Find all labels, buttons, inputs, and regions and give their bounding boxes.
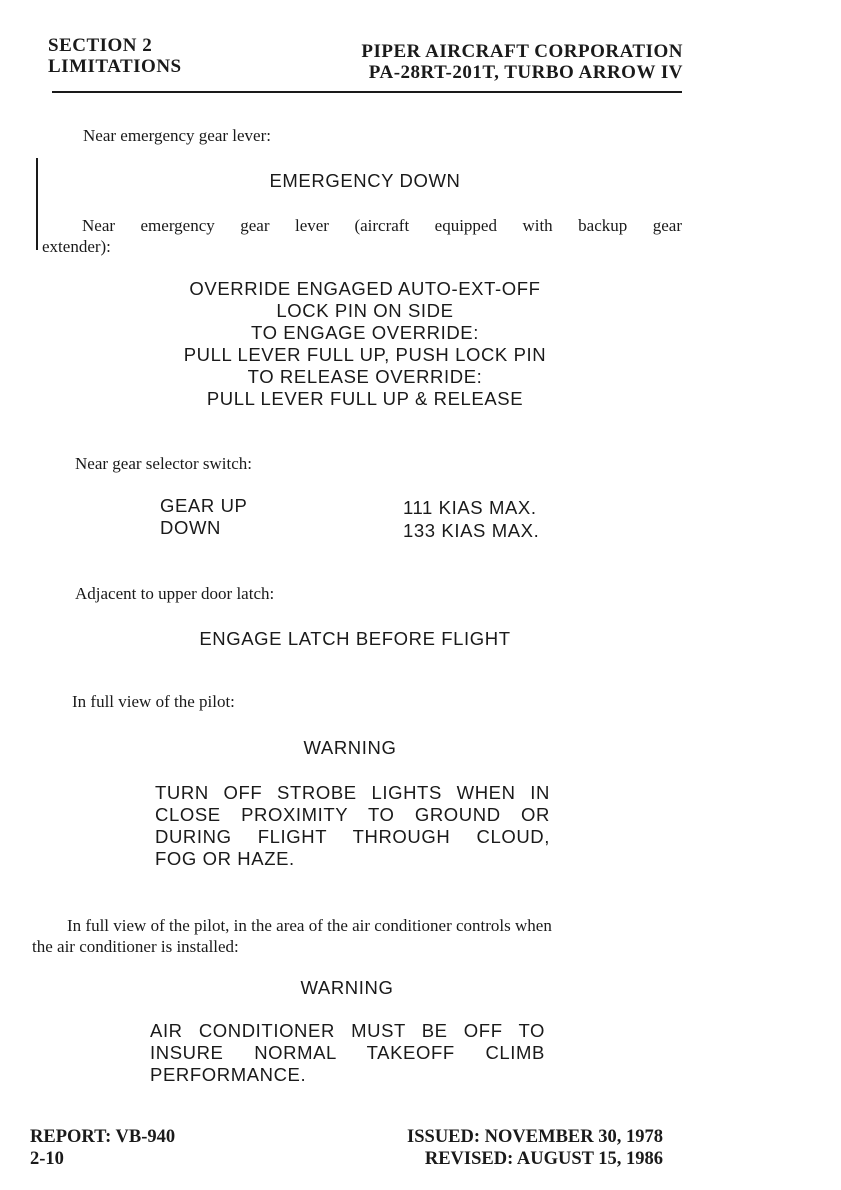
manufacturer-name: PIPER AIRCRAFT CORPORATION — [361, 41, 683, 62]
backup-gear-intro-line1: Near emergency gear lever (aircraft equipped with backup gear — [82, 216, 682, 235]
report-footer — [30, 1126, 175, 1170]
door-latch-intro: Adjacent to upper door latch: — [75, 584, 275, 603]
page-number: 2-10 — [30, 1149, 64, 1169]
manufacturer-header — [340, 41, 683, 83]
issue-footer — [340, 1126, 663, 1170]
warning-line: TURN OFF STROBE LIGHTS WHEN IN — [155, 782, 550, 803]
strobe-warning-text — [155, 782, 550, 870]
gear-speed-label: DOWN — [160, 517, 221, 538]
emergency-lever-intro: Near emergency gear lever: — [83, 126, 271, 145]
report-number: REPORT: VB-940 — [30, 1127, 176, 1147]
placard-line: OVERRIDE ENGAGED AUTO-EXT-OFF — [189, 278, 541, 299]
air-conditioner-warning-text — [150, 1020, 545, 1086]
placard-line: PULL LEVER FULL UP & RELEASE — [206, 388, 524, 409]
placard-line: TO ENGAGE OVERRIDE: — [251, 322, 479, 343]
header-rule — [52, 91, 682, 93]
warning-line: AIR CONDITIONER MUST BE OFF TO — [150, 1020, 545, 1041]
gear-selector-intro: Near gear selector switch: — [75, 454, 252, 473]
aircraft-model: PA-28RT-201T, TURBO ARROW IV — [368, 62, 683, 83]
issued-date: ISSUED: NOVEMBER 30, 1978 — [407, 1127, 663, 1147]
strobe-warning-heading: WARNING — [303, 737, 397, 758]
section-number: SECTION 2 — [48, 35, 153, 56]
section-title: LIMITATIONS — [48, 56, 182, 77]
backup-gear-intro — [42, 215, 682, 257]
air-conditioner-intro-line1: In full view of the pilot, in the area of the air conditioner controls when — [67, 916, 552, 935]
gear-speed-label: GEAR UP — [160, 495, 248, 516]
revision-bar — [36, 158, 38, 250]
emergency-down-placard: EMERGENCY DOWN — [269, 170, 461, 191]
placard-line: PULL LEVER FULL UP, PUSH LOCK PIN — [183, 344, 547, 365]
door-latch-placard: ENGAGE LATCH BEFORE FLIGHT — [199, 628, 511, 649]
strobe-warning-intro: In full view of the pilot: — [72, 692, 235, 711]
air-conditioner-intro — [32, 915, 667, 957]
gear-speed-value: 133 KIAS MAX. — [403, 520, 540, 541]
placard-line: TO RELEASE OVERRIDE: — [247, 366, 483, 387]
warning-line: CLOSE PROXIMITY TO GROUND OR — [155, 804, 550, 825]
revised-date: REVISED: AUGUST 15, 1986 — [424, 1149, 663, 1169]
air-conditioner-intro-line2: the air conditioner is installed: — [32, 937, 239, 956]
section-header — [48, 35, 182, 77]
air-conditioner-warning-heading: WARNING — [300, 977, 394, 998]
backup-gear-intro-line2: extender): — [42, 237, 111, 256]
warning-line: DURING FLIGHT THROUGH CLOUD, — [155, 826, 550, 847]
override-placard — [140, 278, 590, 410]
gear-speed-value: 111 KIAS MAX. — [403, 497, 537, 518]
warning-line: PERFORMANCE. — [150, 1064, 307, 1085]
placard-line: LOCK PIN ON SIDE — [276, 300, 454, 321]
warning-line: FOG OR HAZE. — [155, 848, 295, 869]
warning-line: INSURE NORMAL TAKEOFF CLIMB — [150, 1042, 545, 1063]
